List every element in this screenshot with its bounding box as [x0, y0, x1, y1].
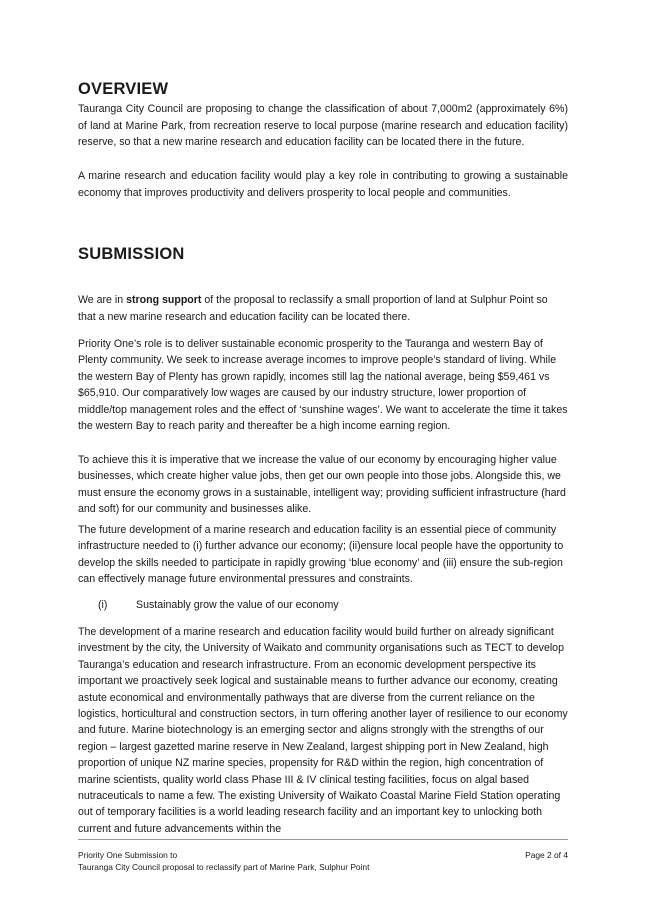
footer-line-2: Tauranga City Council proposal to reclassify part of Marine Park, Sulphur Point: [78, 861, 370, 872]
support-paragraph: [78, 292, 568, 325]
submission-heading: SUBMISSION: [78, 245, 185, 263]
footer-line-1: Priority One Submission to: [78, 850, 178, 860]
development-paragraph: The development of a marine research and education facility would build further on already significant investment by the city, the University of Waikato and community organisations such as TECT to develop Tauranga’s education and research infrastructure. From an economic development perspective its important we proactively seek logical and sustainable means to further advance our economy, creating astute economical and environmentally pathways that are diverse from the current reliance on the logistics, horticultural and construction sectors, in turn offering another layer of resilience to our economy and future. Marine biotechnology is an emerging sector and aligns strongly with the strengths of our region – largest gazetted marine reserve in New Zealand, largest shipping port in New Zealand, high proportion of unique NZ marine species, propensity for R&D within the region, high concentration of marine scientists, quality world class Phase III & IV clinical testing facilities, focus on algal based nutraceuticals to name a few. The existing University of Waikato Coastal Marine Field Station operating out of temporary facilities is a world leading research facility and an important key to unlocking both current and future advancements within the: [78, 626, 568, 835]
overview-paragraph-2: A marine research and education facility would play a key role in contributing to growing a sustainable economy that improves productivity and delivers prosperity to local people and communities.: [78, 170, 568, 199]
list-item-number: (i): [98, 599, 108, 611]
page-footer: [78, 850, 568, 873]
priority-paragraph: Priority One’s role is to deliver sustainable economic prosperity to the Tauranga and western Bay of Plenty community. We seek to increase average incomes to improve people’s standard of living. While the western Bay of Plenty has grown rapidly, incomes still lag the national average, being $59,461 vs $65,910. Our comparatively low wages are caused by our industry structure, lower proportion of middle/top management roles and the effect of ‘sunshine wages’. We want to accelerate the time it takes the western Bay to reach parity and thereafter be a high income earning region.: [78, 338, 568, 433]
achieve-paragraph: To achieve this it is imperative that we increase the value of our economy by encouraging higher value businesses, which create higher value jobs, then get our own people into those jobs. Alongside this, we must ensure the economy grows in a sustainable, intelligent way; providing sufficient infrastructure (hard and soft) for our community and businesses alike.: [78, 454, 566, 516]
overview-heading: OVERVIEW: [78, 80, 169, 98]
page-number: Page 2 of 4: [525, 850, 568, 860]
support-text-bold: strong support: [126, 294, 202, 306]
future-paragraph: The future development of a marine research and education facility is an essential piece of community infrastructure needed to (i) further advance our economy; (ii)ensure local people have the opportunity to develop the skills needed to participate in rapidly growing ‘blue economy’ and (iii) ensure the sub-region can effectively manage future environmental pressures and constraints.: [78, 524, 564, 586]
footer-divider: [78, 839, 568, 840]
list-item-i: [98, 597, 339, 613]
support-text-pre: We are in: [78, 294, 127, 306]
overview-paragraph-1: Tauranga City Council are proposing to change the classification of about 7,000m2 (approximately 6%) of land at Marine Park, from recreation reserve to local purpose (marine research and education facility) reserve, so that a new marine research and education facility can be located there in the future.: [78, 103, 568, 149]
list-item-text: Sustainably grow the value of our economy: [136, 599, 339, 611]
support-text-post: of the proposal to reclassify a small proportion of land at Sulphur Point so that a new marine research and education facility can be located there.: [78, 294, 548, 323]
